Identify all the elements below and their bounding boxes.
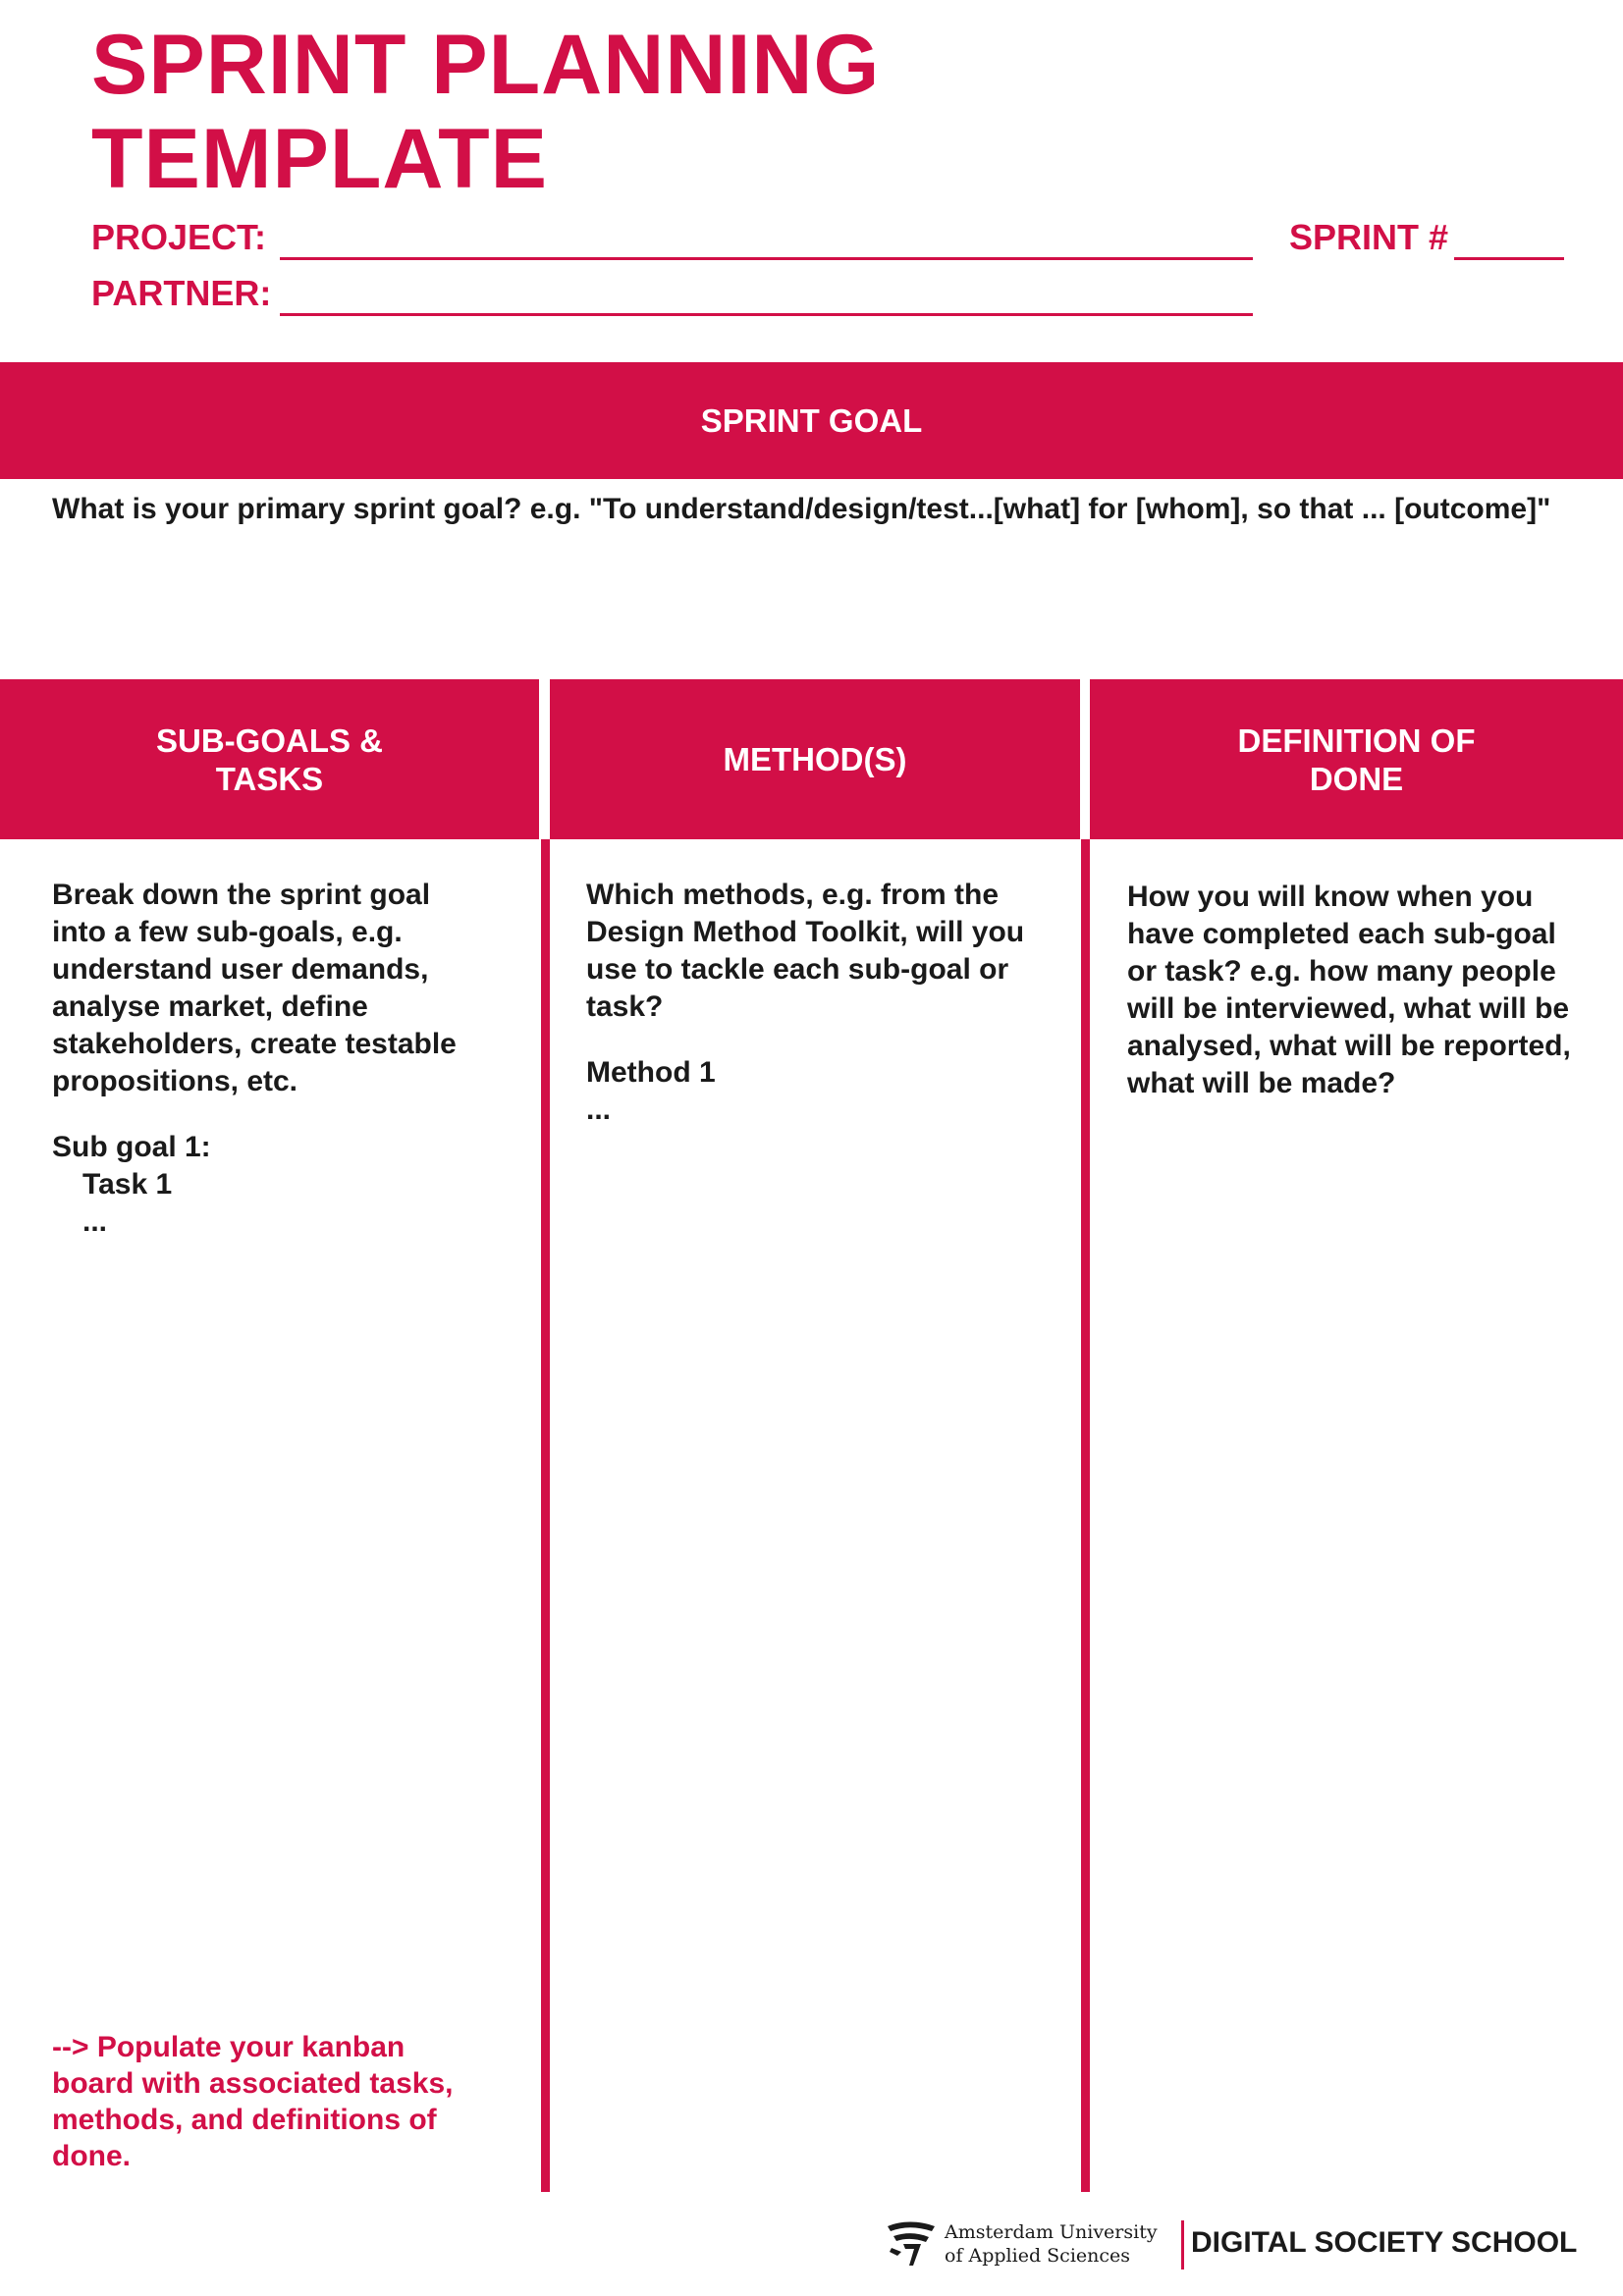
methods-instruction-line: use to tackle each sub-goal or: [586, 953, 1009, 986]
sprint-goal-heading: SPRINT GOAL: [700, 402, 923, 439]
subgoals-instruction-line: propositions, etc.: [52, 1065, 298, 1097]
project-field[interactable]: [280, 257, 1253, 260]
project-label: PROJECT:: [91, 217, 267, 257]
page-title: [91, 18, 880, 206]
partner-field[interactable]: [280, 313, 1253, 316]
subgoals-heading-line-1: SUB-GOALS &: [156, 721, 383, 759]
university-name-line-1: Amsterdam University: [945, 2221, 1158, 2243]
column-divider-right: [1081, 839, 1090, 2192]
logo-divider: [1181, 2220, 1184, 2269]
kanban-note: [52, 2029, 484, 2174]
sprint-goal-header: [0, 362, 1623, 479]
done-instruction-line: what will be made?: [1127, 1067, 1396, 1099]
done-instruction-line: will be interviewed, what will be: [1127, 992, 1570, 1025]
subgoals-instruction-line: stakeholders, create testable: [52, 1028, 457, 1060]
subgoals-instruction-line: into a few sub-goals, e.g.: [52, 916, 403, 948]
column-header-subgoals: [0, 679, 539, 839]
methods-instruction-line: Which methods, e.g. from the: [586, 879, 1000, 911]
subgoals-instruction-line: Break down the sprint goal: [52, 879, 431, 911]
method-example-label: Method 1: [586, 1056, 716, 1089]
done-heading-line-2: DONE: [1309, 760, 1404, 797]
column-header-methods: [550, 679, 1080, 839]
partner-label: PARTNER:: [91, 273, 272, 313]
kanban-note-line: methods, and definitions of: [52, 2104, 437, 2136]
methods-instruction-line: Design Method Toolkit, will you: [586, 916, 1025, 948]
sprint-number-label: SPRINT #: [1289, 217, 1449, 257]
done-instruction-line: How you will know when you: [1127, 881, 1534, 913]
done-heading-line-1: DEFINITION OF: [1237, 721, 1476, 759]
school-name: DIGITAL SOCIETY SCHOOL: [1191, 2226, 1578, 2259]
sprint-number-field[interactable]: [1454, 257, 1564, 260]
university-name-line-2: of Applied Sciences: [945, 2245, 1131, 2267]
method-ellipsis: ...: [586, 1094, 612, 1126]
kanban-note-line: done.: [52, 2140, 131, 2172]
methods-column: [586, 877, 1067, 1129]
kanban-note-line: --> Populate your kanban: [52, 2031, 406, 2063]
methods-heading: METHOD(S): [723, 741, 907, 777]
university-logo-icon: [884, 2218, 943, 2269]
subgoals-instruction-line: understand user demands,: [52, 953, 429, 986]
methods-instruction-line: task?: [586, 990, 664, 1023]
title-line-2: TEMPLATE: [91, 112, 549, 206]
kanban-note-line: board with associated tasks,: [52, 2067, 454, 2100]
task-example: Task 1: [82, 1168, 173, 1201]
title-line-1: SPRINT PLANNING: [91, 18, 881, 112]
task-ellipsis: ...: [82, 1205, 108, 1238]
subgoals-instruction-line: analyse market, define: [52, 990, 368, 1023]
column-divider-left: [541, 839, 550, 2192]
done-instruction-line: have completed each sub-goal: [1127, 918, 1556, 950]
sprint-goal-prompt: What is your primary sprint goal? e.g. "To understand/design/test...[what] for [whom], so that ... [outcome]": [52, 493, 1551, 525]
done-instruction-line: analysed, what will be reported,: [1127, 1030, 1571, 1062]
column-header-definition-of-done: [1090, 679, 1623, 839]
subgoal-example-label: Sub goal 1:: [52, 1131, 211, 1163]
university-name: [945, 2220, 1158, 2268]
done-instruction-line: or task? e.g. how many people: [1127, 955, 1556, 988]
definition-of-done-column: [1127, 879, 1618, 1102]
subgoals-column: [52, 877, 523, 1241]
subgoals-heading-line-2: TASKS: [215, 760, 324, 797]
